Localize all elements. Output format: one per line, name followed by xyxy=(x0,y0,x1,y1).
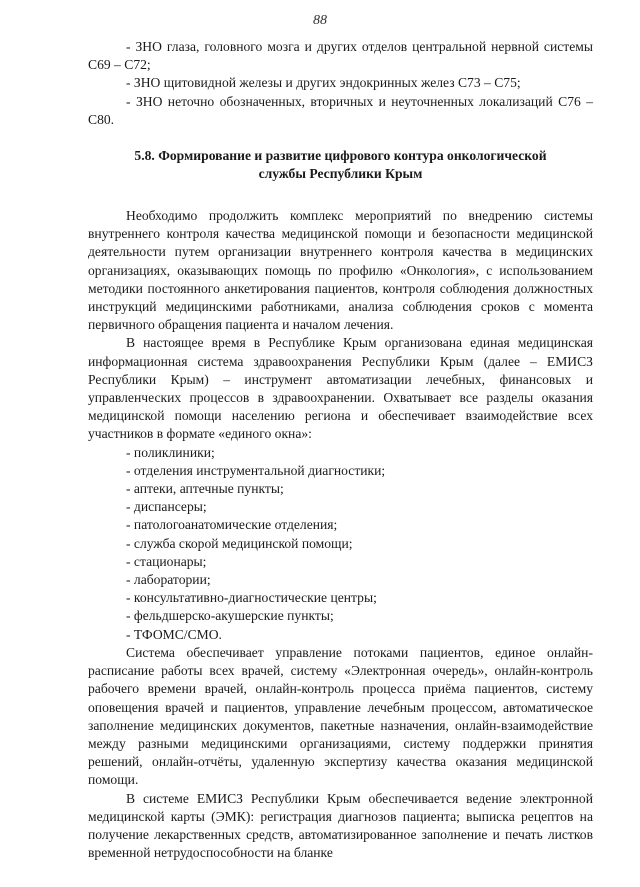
list-item: - лаборатории; xyxy=(126,572,211,588)
list-item: - диспансеры; xyxy=(126,499,207,515)
list-item: - служба скорой медицинской помощи; xyxy=(126,535,353,551)
list-item: - консультативно-диагностические центры; xyxy=(126,590,377,606)
list-item: - аптеки, аптечные пункты; xyxy=(126,481,284,497)
paragraph-quality-control: Необходимо продолжить комплекс мероприятий по внедрению системы внутреннего контроля качества медицинской помощи и безопасности медицинской деятельности путем организации внутреннего контроля качества в медицинских организациях, оказывающих помощь по профилю «Онкология», с использованием методики постоянного анкетирования пациентов, контроля соблюдения должностных инструкций медицинскими работниками, анализа соблюдения сроков с момента первичного обращения пациента и началом лечения. xyxy=(88,208,593,333)
intro-list xyxy=(88,38,593,129)
page-number: 88 xyxy=(313,13,327,28)
intro-item: - ЗНО неточно обозначенных, вторичных и неуточненных локализаций С76 – С80. xyxy=(88,93,593,127)
paragraph-system-features: Система обеспечивает управление потоками пациентов, единое онлайн-расписание работы всех врачей, систему «Электронная очередь», онлайн-контроль рабочего времени врачей, онлайн-контроль процесса приёма пациентов, систему оповещения врачей и пациентов, управление лечебным процессом, автоматическое заполнение медицинских документов, пакетные назначения, онлайн-взаимодействие между разными медицинскими организациями, систему поддержки принятия решений, онлайн-отчёты, удаленную экспертизу качества оказания медицинской помощи. xyxy=(88,644,593,788)
paragraph-emk: В системе ЕМИСЗ Республики Крым обеспечивается ведение электронной медицинской карты (ЭМК): регистрация диагнозов пациента; выписка рецептов на получение лекарственных средств, автоматизированное заполнение и печать листков временной нетрудоспособности на бланке xyxy=(88,790,593,861)
section-heading: 5.8. Формирование и развитие цифрового контура онкологической службы Республики Крым xyxy=(134,148,547,182)
list-item: - стационары; xyxy=(126,553,207,569)
list-item: - патологоанатомические отделения; xyxy=(126,517,338,533)
intro-item: - ЗНО щитовидной железы и других эндокринных желез С73 – С75; xyxy=(126,75,521,91)
paragraph-emisz-intro: В настоящее время в Республике Крым организована единая медицинская информационная система здравоохранения Республики Крым (далее – ЕМИСЗ Республики Крым) – инструмент автоматизации лечебных, финансовых и управленческих процессов в здравоохранении. Охватывает все разделы оказания медицинской помощи населению региона и обеспечивает взаимодействие всех участников в формате «единого окна»: xyxy=(88,335,593,442)
participants-list xyxy=(88,444,593,644)
list-item: - фельдшерско-акушерские пункты; xyxy=(126,608,334,624)
document-body xyxy=(88,38,593,862)
list-item: - отделения инструментальной диагностики; xyxy=(126,462,386,478)
list-item: - поликлиники; xyxy=(126,444,215,460)
intro-item: - ЗНО глаза, головного мозга и других отделов центральной нервной системы С69 – С72; xyxy=(88,39,593,73)
list-item: - ТФОМС/СМО. xyxy=(126,626,222,642)
